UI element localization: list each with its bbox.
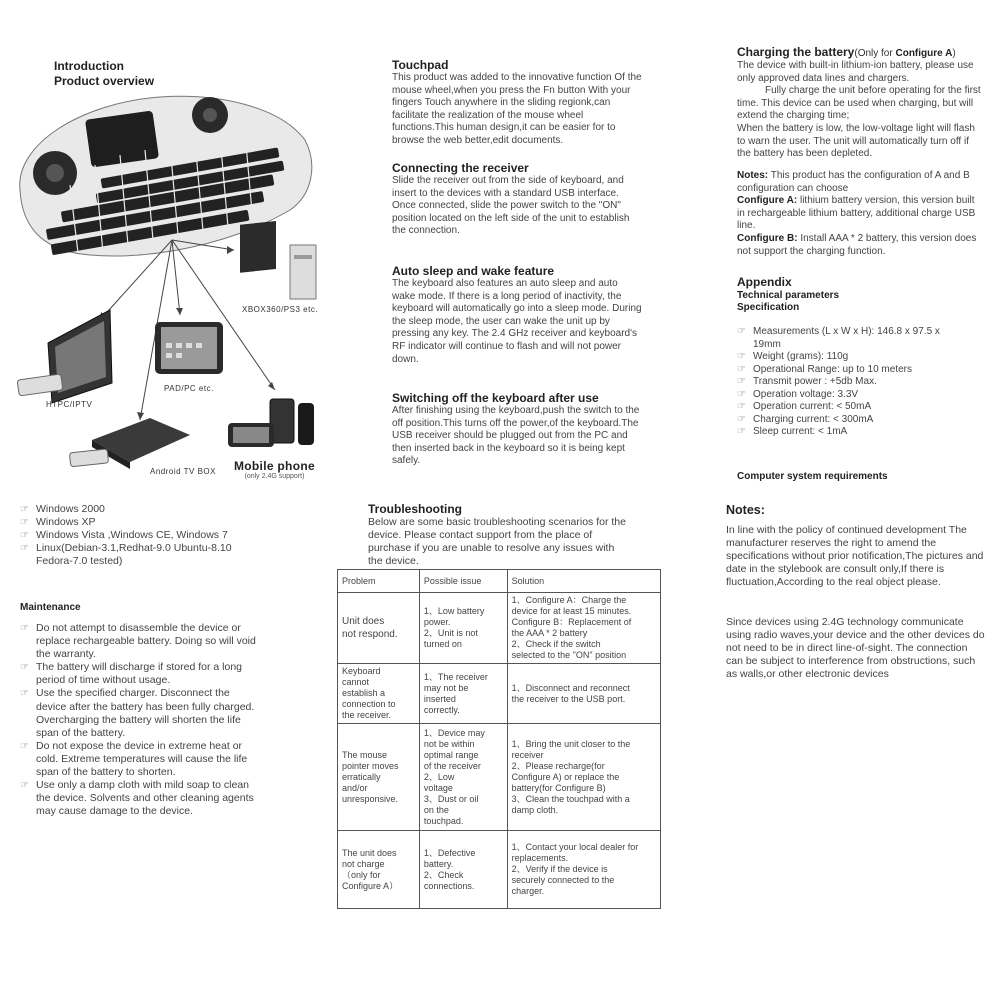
appendix-title: Appendix — [737, 275, 792, 289]
touchpad-title: Touchpad — [392, 58, 449, 72]
list-item: ☞ Linux(Debian-3.1,Redhat-9.0 Ubuntu-8.10 Fedora-7.0 tested) — [20, 542, 260, 568]
list-item: ☞ Measurements (L x W x H): 146.8 x 97.5 x 19mm — [737, 326, 967, 351]
list-item: ☞ Operational Range: up to 10 meters — [737, 364, 967, 377]
list-item: ☞ The battery will discharge if stored for a long period of time without usage. — [20, 661, 260, 687]
maintenance-list — [20, 622, 260, 818]
cell-problem: The unit does not charge （only for Configure A） — [338, 831, 420, 909]
label-htpc: HTPC/IPTV — [46, 400, 93, 409]
list-item: ☞ Charging current: < 300mA — [737, 414, 967, 427]
config-b-label: Configure B: — [737, 232, 798, 244]
table-row — [338, 593, 661, 664]
charging-title-config: Configure A — [895, 48, 953, 59]
list-item: ☞ Windows XP — [20, 516, 260, 529]
notes-title: Notes: — [726, 503, 765, 517]
switchoff-title: Switching off the keyboard after use — [392, 391, 599, 405]
troubleshooting-table — [337, 569, 661, 909]
troubleshooting-intro: Below are some basic troubleshooting scenarios for the device. Please contact support from the place of purchase if you are unable to resolve any issues with the device. — [368, 516, 626, 567]
notes-p2: Since devices using 2.4G technology communicate using radio waves,your device and the other devices do not need to be in direct line-of-sight. The connection can be subject to interference from obstructions, such as walls,or other electronic devices — [726, 616, 985, 680]
touchpad-text: This product was added to the innovative function Of the mouse wheel,when you press the Fn button With your fingers Touch anywhere in the sliding regionk,can facilitate the realization of the mouse wheel functions.This human design,it can be easier for to browse the web better,edit documents. — [392, 72, 642, 146]
label-mobile: Mobile phone — [234, 459, 315, 473]
appendix-sub2: Specification — [737, 302, 800, 313]
list-item: ☞ Weight (grams): 110g — [737, 351, 967, 364]
label-pad: PAD/PC etc. — [164, 384, 214, 393]
cell-problem: The mouse pointer moves erratically and/or unresponsive. — [338, 724, 420, 831]
notes-config — [737, 170, 982, 258]
cell-problem: Keyboard cannot establish a connection to the receiver. — [338, 664, 420, 724]
label-android: Android TV BOX — [150, 467, 216, 476]
list-item: ☞ Windows 2000 — [20, 503, 260, 516]
label-mobile-note: (only 2.4G support) — [244, 473, 305, 480]
charging-title — [737, 45, 987, 59]
spec-list — [737, 326, 967, 439]
receiver-text: Slide the receiver out from the side of keyboard, and insert to the devices with a standard USB interface. Once connected, slide the power switch to the "ON" position located on the left side of the unit to establish the connection. — [392, 175, 630, 237]
list-item: ☞ Operation current: < 50mA — [737, 401, 967, 414]
table-row — [338, 831, 661, 909]
cell-solution: 1、Contact your local dealer for replacements. 2、Verify if the device is securely connected to the charger. — [507, 831, 660, 909]
cell-issue: 1、The receiver may not be inserted correctly. — [419, 664, 507, 724]
table-header-row — [338, 570, 661, 593]
charging-body — [737, 60, 982, 161]
tablet-image — [155, 322, 223, 374]
config-a-label: Configure A: — [737, 195, 798, 207]
charging-p3: When the battery is low, the low-voltage light will flash to warn the user. The unit will automatically turn off if the battery has been depleted. — [737, 122, 975, 160]
header-issue: Possible issue — [419, 570, 507, 593]
os-list — [20, 503, 260, 568]
cell-issue: 1、Defective battery. 2、Check connections. — [419, 831, 507, 909]
charging-title-note: (Only for — [854, 48, 896, 59]
label-xbox: XBOX360/PS3 etc. — [242, 305, 319, 314]
mobile-label-group — [234, 459, 315, 480]
list-item: ☞ Transmit power : +5db Max. — [737, 376, 967, 389]
config-b-text: Install AAA * 2 battery, this version does not support the charging function. — [737, 232, 977, 257]
receiver-title: Connecting the receiver — [392, 161, 529, 175]
cell-issue: 1、Device may not be within optimal range of the receiver 2、Low voltage 3、Dust or oil on the touchpad. — [419, 724, 507, 831]
charging-p2: Fully charge the unit before operating for the first time. This device can be used when charging, but will extend the charging time; — [737, 85, 981, 122]
appendix-subtitles — [737, 290, 839, 314]
mobile-phone-image — [228, 399, 314, 447]
cell-issue: 1、Low battery power. 2、Unit is not turned on — [419, 593, 507, 664]
notes-config-text: This product has the configuration of A and B configuration can choose — [737, 170, 970, 194]
list-item: ☞ Use the specified charger. Disconnect the device after the battery has been fully charged. Overcharging the battery will shorten the life span of the battery. — [20, 687, 260, 739]
game-console-image — [240, 221, 316, 299]
autosleep-title: Auto sleep and wake feature — [392, 264, 555, 278]
autosleep-text: The keyboard also features an auto sleep and auto wake mode. If there is a long period of inactivity, the keyboard will automatically go into a sleep mode. During the sleep mode, the user can wake the unit up by pressing any key. The 2.4 GHz receiver and keyboard's RF indicator will continue to flash and will not power down. — [392, 278, 642, 365]
product-illustration — [0, 85, 340, 495]
maintenance-title: Maintenance — [20, 602, 81, 613]
list-item: ☞ Sleep current: < 1mA — [737, 426, 967, 439]
list-item: ☞ Windows Vista ,Windows CE, Windows 7 — [20, 529, 260, 542]
sysreq-heading: Computer system requirements — [737, 471, 888, 482]
config-a-text: lithium battery version, this version built in rechargeable lithium battery, additional charge USB line. — [737, 195, 976, 232]
switchoff-text: After finishing using the keyboard,push the switch to the off position.This turns off the power,of the keyboard.The USB receiver should be plugged out from the PC and then inserted back in the keyboard so it is being kept safely. — [392, 405, 640, 467]
charging-title-text: Charging the battery — [737, 45, 855, 59]
cell-problem: Unit does not respond. — [338, 593, 420, 664]
cell-solution: 1、Configure A：Charge the device for at least 15 minutes. Configure B：Replacement of the AAA * 2 battery 2、Check if the switch selected to the "ON" position — [507, 593, 660, 664]
cell-solution: 1、Bring the unit closer to the receiver 2、Please recharge(for Configure A) or replace the battery(for Configure B) 3、Clean the touchpad with a damp cloth. — [507, 724, 660, 831]
cell-solution: 1、Disconnect and reconnect the receiver to the USB port. — [507, 664, 660, 724]
intro-subtitle: Product overview — [54, 74, 155, 88]
list-item: ☞ Do not expose the device in extreme heat or cold. Extreme temperatures will cause the life span of the battery to shorten. — [20, 740, 260, 779]
appendix-sub1: Technical parameters — [737, 290, 840, 301]
list-item: ☞ Use only a damp cloth with mild soap to clean the device. Solvents and other cleaning agents may cause damage to the device. — [20, 779, 260, 818]
charging-p1: The device with built-in lithium-ion battery, please use only approved data lines and chargers. — [737, 60, 974, 84]
notes-config-label: Notes: — [737, 170, 769, 181]
header-solution: Solution — [507, 570, 660, 593]
notes-p1: In line with the policy of continued development The manufacturer reserves the right to amend the specifications without prior notification,The pictures and date in the stylebook are consult only,If there is fluctuation,According to the real object please. — [726, 524, 984, 588]
charging-title-close: ) — [952, 48, 956, 59]
table-row — [338, 724, 661, 831]
table-row — [338, 664, 661, 724]
list-item: ☞ Operation voltage: 3.3V — [737, 389, 967, 402]
android-box-image — [69, 418, 190, 469]
header-problem: Problem — [338, 570, 420, 593]
htpc-monitor-image — [17, 310, 112, 403]
troubleshooting-title: Troubleshooting — [368, 502, 462, 516]
list-item: ☞ Do not attempt to disassemble the device or replace rechargeable battery. Doing so will void the warranty. — [20, 622, 260, 661]
intro-title: Introduction — [54, 59, 124, 73]
